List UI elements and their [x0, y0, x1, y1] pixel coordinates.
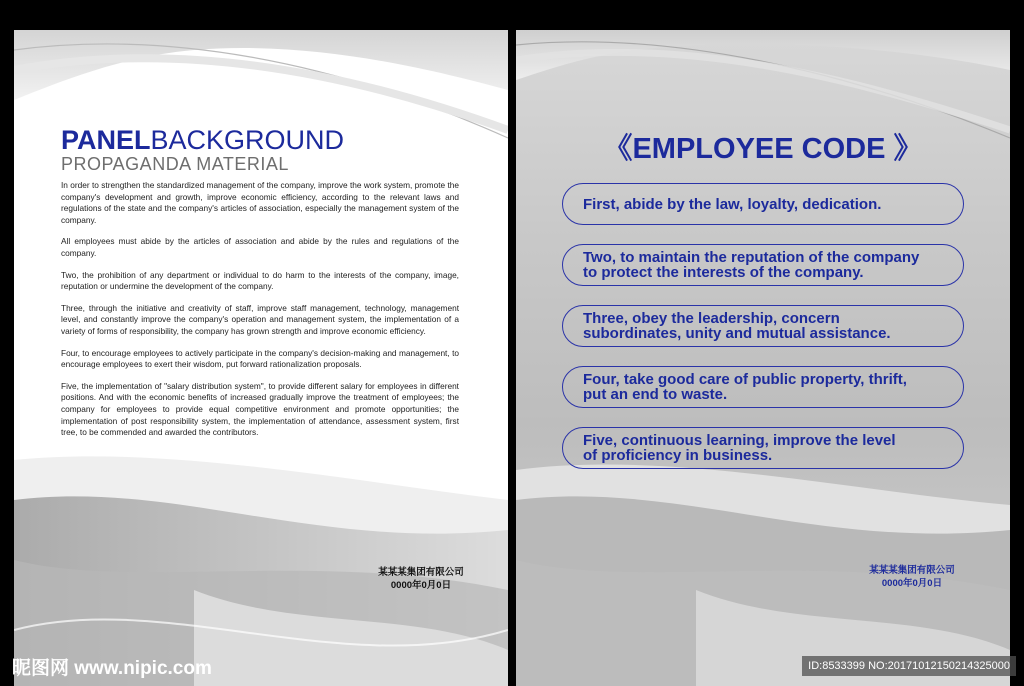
paragraph: Four, to encourage employees to actively participate in the company's decision-making and management, to encourage employees to exert their wisdom, put forward rationalization proposals. — [61, 347, 459, 370]
code-item — [562, 366, 964, 408]
site-watermark: 昵图网 www.nipic.com — [12, 658, 212, 679]
code-item-text: Two, to maintain the reputation of the company to protect the interests of the company. — [583, 249, 920, 281]
company-name: 某某某集团有限公司 — [378, 567, 464, 578]
code-title: 《EMPLOYEE CODE 》 — [603, 133, 923, 165]
paragraph: Three, through the initiative and creativity of staff, improve staff management, technology, management level, and constantly improve the company's operation and management system, the implementation of a variety of forms of responsibility, the company has grown strength and improve economic efficiency. — [61, 302, 459, 336]
code-item-text: Five, continuous learning, improve the level of proficiency in business. — [583, 432, 896, 464]
panel-title — [61, 126, 344, 174]
code-item — [562, 183, 964, 225]
left-panel — [14, 30, 508, 686]
company-name: 某某某集团有限公司 — [869, 565, 955, 576]
code-item-text: Four, take good care of public property, thrift, put an end to waste. — [583, 371, 907, 403]
title-bold: PANEL — [61, 125, 151, 155]
paragraph: Two, the prohibition of any department or individual to do harm to the interests of the company, image, reputation or undermine the development of the company. — [61, 269, 459, 292]
right-panel — [516, 30, 1010, 686]
date: 0000年0月0日 — [881, 578, 943, 589]
title-light: BACKGROUND — [150, 125, 345, 155]
footer — [852, 564, 972, 590]
paragraph: All employees must abide by the articles of association and abide by the rules and regulations of the company. — [61, 236, 459, 258]
id-watermark: ID:8533399 NO:20171012150214325000 — [802, 656, 1016, 676]
code-item-text: First, abide by the law, loyalty, dedication. — [583, 195, 882, 213]
subtitle: PROPAGANDA MATERIAL — [61, 154, 289, 174]
paragraph: In order to strengthen the standardized management of the company, improve the work system, promote the company's development and growth, improve economic efficiency, according to the relevant laws and regulations of the state and the company's articles of association, especially the management system of the company. — [61, 180, 459, 225]
code-item — [562, 244, 964, 286]
code-item-text: Three, obey the leadership, concern subordinates, unity and mutual assistance. — [583, 310, 891, 342]
code-item — [562, 305, 964, 347]
body-text — [61, 180, 459, 449]
code-item — [562, 427, 964, 469]
date: 0000年0月0日 — [390, 580, 452, 591]
paragraph: Five, the implementation of "salary distribution system", to provide different salary for employees in different positions. And with the economic benefits of increased gradually improve the treatment of employees; the company for employees to provide equal competitive environment and promote opportunities; the implementation of post responsibility system, the implementation of attendance, assessment system, first tree, to be commended and awarded the contributors. — [61, 380, 459, 438]
footer — [366, 566, 476, 592]
